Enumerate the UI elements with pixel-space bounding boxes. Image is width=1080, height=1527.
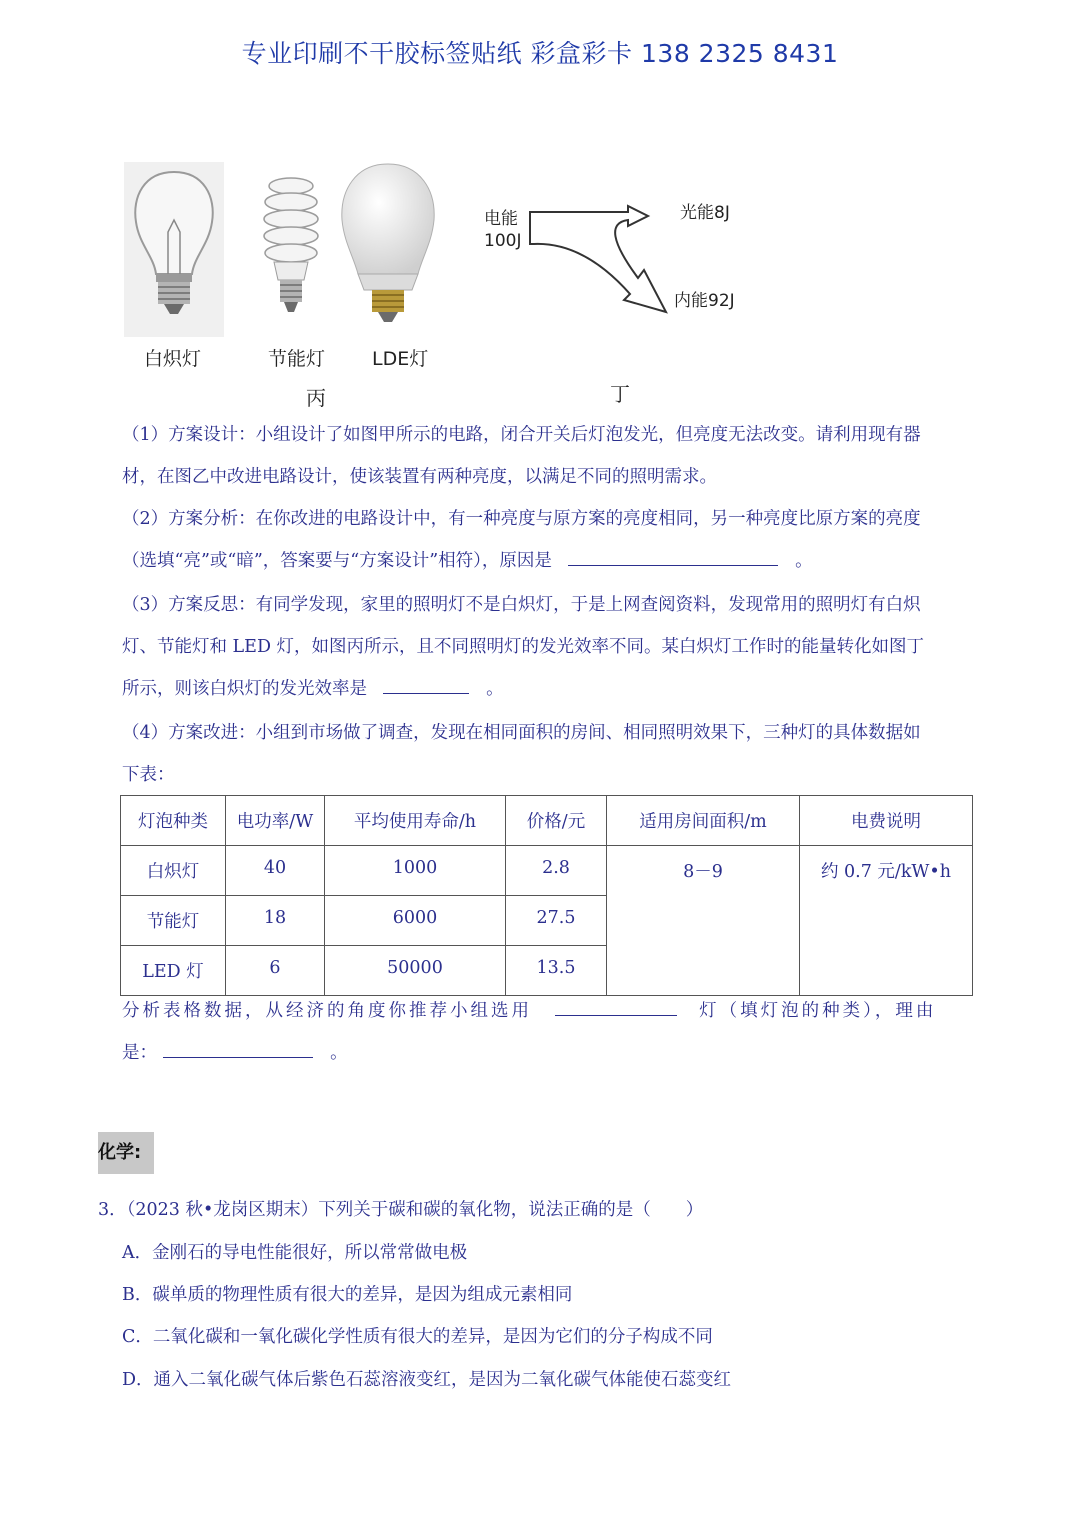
q2-line-2 — [122, 540, 982, 582]
q3-line-3 — [122, 668, 982, 710]
question-1 — [122, 414, 982, 498]
q4-line-2: 下表： — [122, 765, 175, 785]
analysis-period: 。 — [330, 1043, 348, 1063]
chemistry-question: 3．（2023 秋•龙岗区期末）下列关于碳和碳的氧化物，说法正确的是（ ） — [98, 1200, 704, 1220]
bulb-label-incandescent: 白炽灯 — [144, 348, 202, 370]
figure-caption-bing: 丙 — [306, 386, 326, 410]
table-cell: LED 灯 — [121, 946, 226, 996]
question-3 — [122, 584, 982, 710]
q3-line-2: 灯、节能灯和 LED 灯，如图丙所示，且不同照明灯的发光效率不同。某白炽灯工作时的能量转化如图丁 — [122, 637, 925, 657]
bulb-label-led: LDE灯 — [372, 348, 429, 370]
incandescent-bulb-image — [124, 162, 224, 337]
table-cell: 13.5 — [506, 946, 607, 996]
table-header-cell: 电功率/W — [226, 796, 325, 846]
section-tag-chemistry: 化学: — [98, 1132, 154, 1174]
q2-period: 。 — [795, 551, 813, 571]
table-header-cell: 平均使用寿命/h — [325, 796, 506, 846]
analysis-line-2 — [122, 1032, 982, 1074]
bulb-data-table — [120, 795, 973, 996]
energy-internal-output: 内能92J — [674, 291, 735, 311]
analysis-text: 分析表格数据，从经济的角度你推荐小组选用 — [122, 1001, 532, 1021]
table-cell: 白炽灯 — [121, 846, 226, 896]
answer-blank-bulb-type[interactable] — [555, 998, 677, 1017]
q2-text: （选填“亮”或“暗”，答案要与“方案设计”相符），原因是 — [122, 551, 552, 571]
question-2 — [122, 498, 982, 582]
table-analysis — [122, 990, 982, 1074]
table-cell: 50000 — [325, 946, 506, 996]
figure-caption-ding: 丁 — [610, 382, 630, 406]
figure-bulbs-and-energy — [118, 162, 758, 412]
q3-period: 。 — [486, 679, 504, 699]
energy-input-value: 100J — [484, 231, 522, 251]
answer-blank-reason-2[interactable] — [163, 1040, 313, 1059]
table-cell: 6 — [226, 946, 325, 996]
table-cell: 2.8 — [506, 846, 607, 896]
analysis-label: 是： — [122, 1043, 157, 1063]
q1-line-1: （1）方案设计：小组设计了如图甲所示的电路，闭合开关后灯泡发光，但亮度无法改变。请利用现有器 — [122, 425, 921, 445]
table-cell: 6000 — [325, 896, 506, 946]
q1-line-2: 材，在图乙中改进电路设计，使该装置有两种亮度，以满足不同的照明需求。 — [122, 467, 717, 487]
answer-blank-efficiency[interactable] — [383, 676, 469, 695]
option-a[interactable]: A．金刚石的导电性能很好，所以常常做电极 — [122, 1243, 468, 1263]
option-c[interactable]: C．二氧化碳和一氧化碳化学性质有很大的差异，是因为它们的分子构成不同 — [122, 1327, 713, 1347]
q4-line-1: （4）方案改进：小组到市场做了调查，发现在相同面积的房间、相同照明效果下，三种灯的具体数据如 — [122, 723, 921, 743]
table-cell-area: 8－9 — [607, 846, 800, 996]
table-cell: 1000 — [325, 846, 506, 896]
energy-input-label: 电能 — [484, 209, 518, 229]
table-header-cell: 价格/元 — [506, 796, 607, 846]
bulb-label-cfl: 节能灯 — [268, 348, 326, 370]
table-cell: 节能灯 — [121, 896, 226, 946]
led-bulb-image — [338, 162, 438, 337]
option-d[interactable]: D．通入二氧化碳气体后紫色石蕊溶液变红，是因为二氧化碳气体能使石蕊变红 — [122, 1370, 732, 1390]
analysis-text-2: 灯（填灯泡的种类），理由 — [699, 1001, 937, 1021]
q3-line-1: （3）方案反思：有同学发现，家里的照明灯不是白炽灯，于是上网查阅资料，发现常用的照明灯有白炽 — [122, 595, 921, 615]
ad-banner: 专业印刷不干胶标签贴纸 彩盒彩卡 138 2325 8431 — [241, 39, 839, 68]
table-cell: 27.5 — [506, 896, 607, 946]
table-header-row — [121, 796, 973, 846]
q2-line-1: （2）方案分析：在你改进的电路设计中，有一种亮度与原方案的亮度相同，另一种亮度比原方案的亮度 — [122, 509, 921, 529]
table-cell: 18 — [226, 896, 325, 946]
table-row — [121, 846, 973, 896]
cfl-bulb-image — [256, 162, 326, 337]
table-cell-fee: 约 0.7 元/kW•h — [800, 846, 973, 996]
question-4 — [122, 712, 982, 796]
energy-light-output: 光能8J — [680, 203, 730, 223]
answer-blank-reason[interactable] — [568, 548, 778, 567]
analysis-line-1 — [122, 990, 982, 1032]
table-cell: 40 — [226, 846, 325, 896]
q3-text: 所示，则该白炽灯的发光效率是 — [122, 679, 367, 699]
table-header-cell: 电费说明 — [800, 796, 973, 846]
table-header-cell: 灯泡种类 — [121, 796, 226, 846]
option-b[interactable]: B．碳单质的物理性质有很大的差异，是因为组成元素相同 — [122, 1285, 573, 1305]
table-header-cell: 适用房间面积/m — [607, 796, 800, 846]
